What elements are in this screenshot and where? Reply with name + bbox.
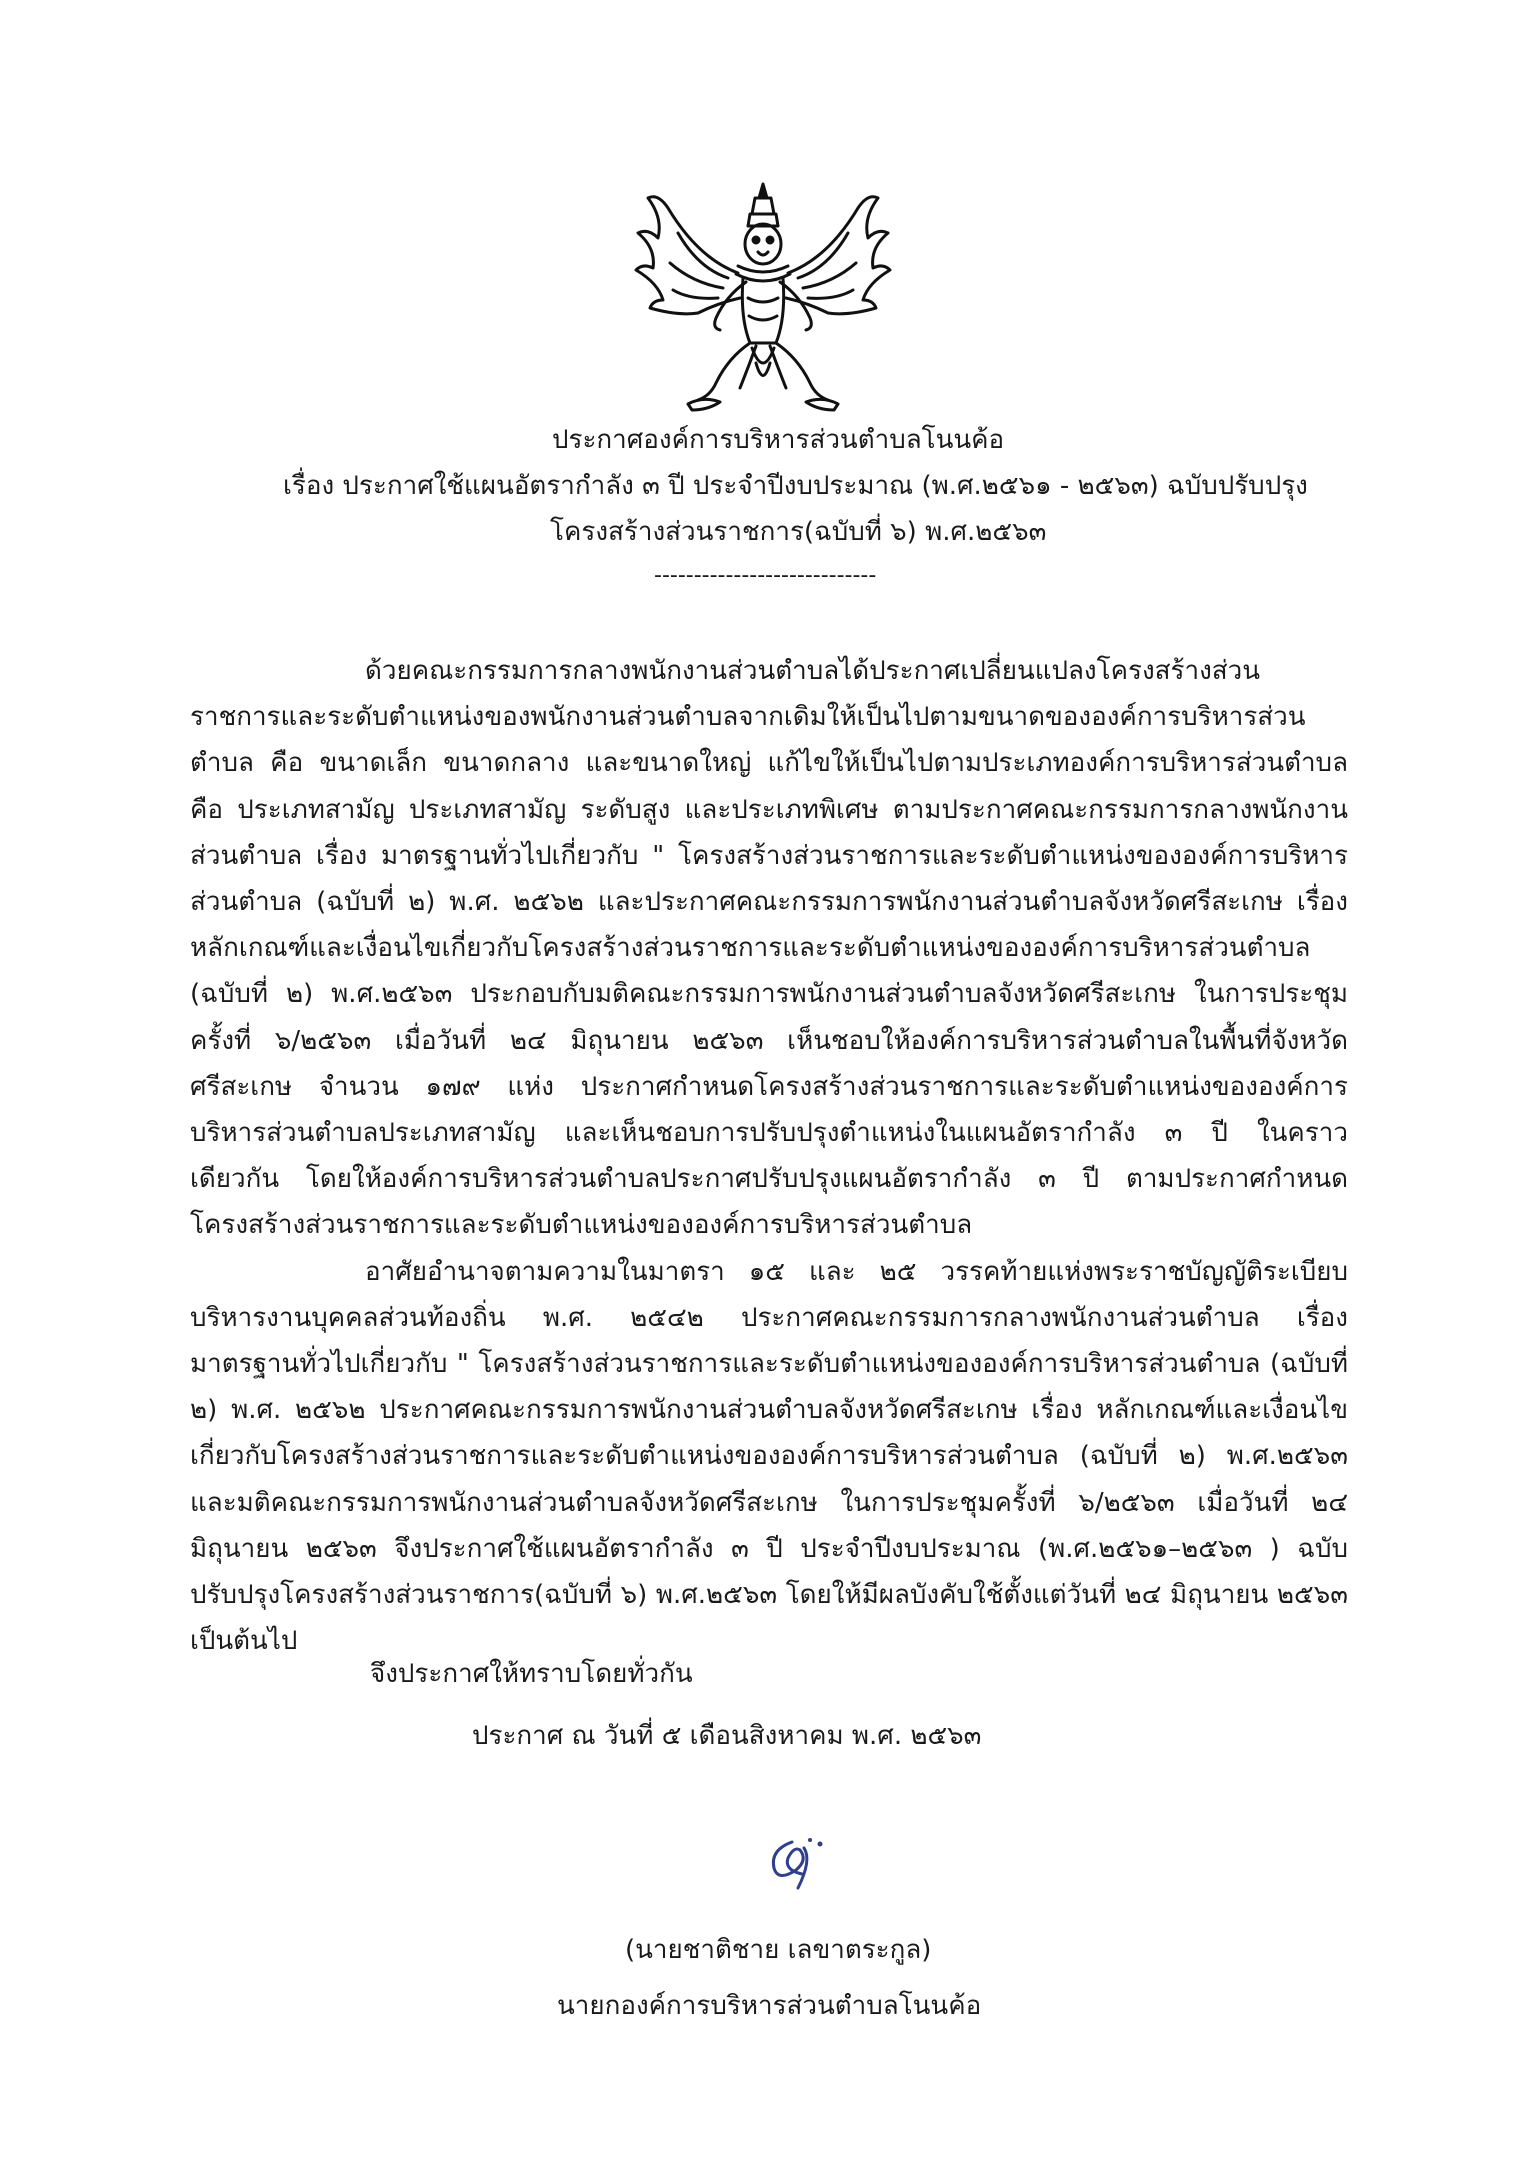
garuda-emblem-icon <box>628 178 898 418</box>
body-paragraph-1 <box>190 648 1348 1249</box>
document-body <box>190 648 1348 1664</box>
body-paragraph-2-text: อาศัยอำนาจตามความในมาตรา ๑๕ และ ๒๕ วรรคท้ายแห่งพระราชบัญญัติระเบียบบริหารงานบุคคลส่วนท้องถิ่น พ.ศ. ๒๕๔๒ ประกาศคณะกรรมการกลางพนักงานส่วนตำบล เรื่อง มาตรฐานทั่วไปเกี่ยวกับ " โครงสร้างส่วนราชการและระดับตำแหน่งขององค์การบริหารส่วนตำบล (ฉบับที่ ๒) พ.ศ. ๒๕๖๒ ประกาศคณะกรรมการพนักงานส่วนตำบลจังหวัดศรีสะเกษ เรื่อง หลักเกณฑ์และเงื่อนไขเกี่ยวกับโครงสร้างส่วนราชการและระดับตำแหน่งขององค์การบริหารส่วนตำบล (ฉบับที่ ๒) พ.ศ.๒๕๖๓ และมติคณะกรรมการพนักงานส่วนตำบลจังหวัดศรีสะเกษ ในการประชุมครั้งที่ ๖/๒๕๖๓ เมื่อวันที่ ๒๔ มิถุนายน ๒๕๖๓ จึงประกาศใช้แผนอัตรากำลัง ๓ ปี ประจำปีงบประมาณ (พ.ศ.๒๕๖๑–๒๕๖๓ ) ฉบับปรับปรุงโครงสร้างส่วนราชการ(ฉบับที่ ๖) พ.ศ.๒๕๖๓ โดยให้มีผลบังคับใช้ตั้งแต่วันที่ ๒๔ มิถุนายน ๒๕๖๓ เป็นต้นไป <box>190 1256 1348 1657</box>
closing-notice: จึงประกาศให้ทราบโดยทั่วกัน <box>370 1659 693 1689</box>
handwritten-signature-icon <box>752 1820 842 1900</box>
document-title: ประกาศองค์การบริหารส่วนตำบลโนนค้อ <box>552 425 1005 455</box>
signer-name: (นายชาติชาย เลขาตระกูล) <box>625 1935 932 1965</box>
body-paragraph-2 <box>190 1249 1348 1665</box>
signer-position: นายกองค์การบริหารส่วนตำบลโนนค้อ <box>557 1991 982 2021</box>
document-subject-continued: โครงสร้างส่วนราชการ(ฉบับที่ ๖) พ.ศ.๒๕๖๓ <box>550 517 1047 547</box>
announcement-date: ประกาศ ณ วันที่ ๕ เดือนสิงหาคม พ.ศ. ๒๕๖๓ <box>472 1721 982 1751</box>
header-divider: ---------------------------- <box>654 563 877 588</box>
body-paragraph-1-text: ด้วยคณะกรรมการกลางพนักงานส่วนตำบลได้ประกาศเปลี่ยนแปลงโครงสร้างส่วนราชการและระดับตำแหน่งของพนักงานส่วนตำบลจากเดิมให้เป็นไปตามขนาดขององค์การบริหารส่วนตำบล คือ ขนาดเล็ก ขนาดกลาง และขนาดใหญ่ แก้ไขให้เป็นไปตามประเภทองค์การบริหารส่วนตำบล คือ ประเภทสามัญ ประเภทสามัญ ระดับสูง และประเภทพิเศษ ตามประกาศคณะกรรมการกลางพนักงานส่วนตำบล เรื่อง มาตรฐานทั่วไปเกี่ยวกับ " โครงสร้างส่วนราชการและระดับตำแหน่งขององค์การบริหารส่วนตำบล (ฉบับที่ ๒) พ.ศ. ๒๕๖๒ และประกาศคณะกรรมการพนักงานส่วนตำบลจังหวัดศรีสะเกษ เรื่อง หลักเกณฑ์และเงื่อนไขเกี่ยวกับโครงสร้างส่วนราชการและระดับตำแหน่งขององค์การบริหารส่วนตำบล (ฉบับที่ ๒) พ.ศ.๒๕๖๓ ประกอบกับมติคณะกรรมการพนักงานส่วนตำบลจังหวัดศรีสะเกษ ในการประชุมครั้งที่ ๖/๒๕๖๓ เมื่อวันที่ ๒๔ มิถุนายน ๒๕๖๓ เห็นชอบให้องค์การบริหารส่วนตำบลในพื้นที่จังหวัดศรีสะเกษ จำนวน ๑๗๙ แห่ง ประกาศกำหนดโครงสร้างส่วนราชการและระดับตำแหน่งขององค์การบริหารส่วนตำบลประเภทสามัญ และเห็นชอบการปรับปรุงตำแหน่งในแผนอัตรากำลัง ๓ ปี ในคราวเดียวกัน โดยให้องค์การบริหารส่วนตำบลประกาศปรับปรุงแผนอัตรากำลัง ๓ ปี ตามประกาศกำหนดโครงสร้างส่วนราชการและระดับตำแหน่งขององค์การบริหารส่วนตำบล <box>190 656 1348 1241</box>
document-subject: เรื่อง ประกาศใช้แผนอัตรากำลัง ๓ ปี ประจำปีงบประมาณ (พ.ศ.๒๕๖๑ - ๒๕๖๓) ฉบับปรับปรุง <box>283 471 1308 501</box>
